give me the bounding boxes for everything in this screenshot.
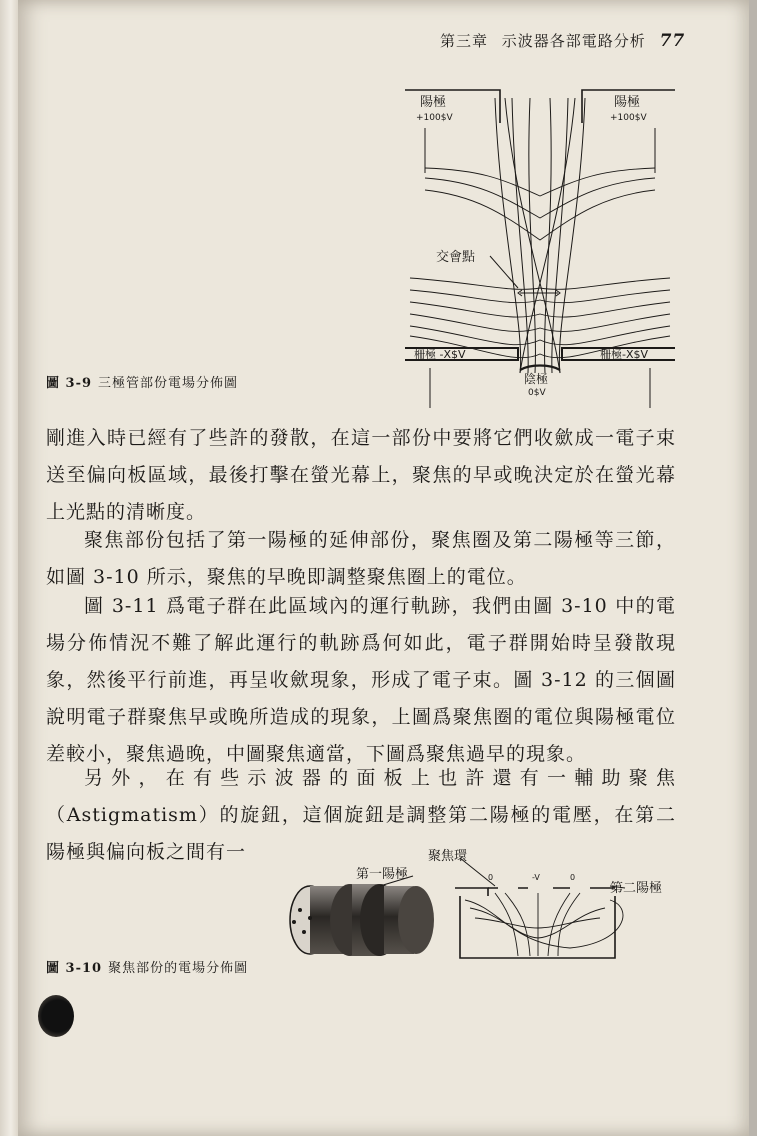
book-gutter	[0, 0, 18, 1136]
anode-right-voltage: +100$V	[610, 113, 647, 123]
figure-3-10-diagram	[270, 848, 700, 968]
figure-3-10-caption-text: 聚焦部份的電場分佈圖	[108, 961, 249, 976]
anode-right-label: 陽極	[614, 95, 641, 110]
figure-3-10-number: 圖 3-10	[46, 961, 103, 976]
paragraph-1: 剛進入時已經有了些許的發散，在這一部份中要將它們收歛成一電子束送至偏向板區域，最後打擊在螢光幕上，聚焦的早或晚決定於在螢光幕上光點的清晰度。	[46, 427, 676, 523]
figure-3-10-caption	[46, 957, 248, 976]
second-anode-label: 第二陽極	[610, 881, 663, 896]
paragraph-2: 聚焦部份包括了第一陽極的延伸部份，聚焦圈及第二陽極等三節，如圖 3-10 所示，聚焦的早晚即調整聚焦圈上的電位。	[46, 529, 676, 588]
cathode-voltage: 0$V	[528, 388, 546, 398]
cathode-label: 陰極	[524, 372, 549, 386]
punch-hole	[38, 995, 74, 1037]
focus-ring-label: 聚焦環	[428, 849, 468, 864]
anode-left-label: 陽極	[420, 95, 447, 110]
grid-left-label: 柵極 -X$V	[414, 348, 466, 361]
voltage-left-label: 0	[488, 873, 494, 882]
chapter-label: 第三章	[440, 32, 489, 50]
crossover-label: 交會點	[436, 250, 476, 265]
running-header	[440, 30, 685, 51]
paragraph-3: 圖 3-11 爲電子群在此區域內的運行軌跡，我們由圖 3-10 中的電場分佈情況不難了解此運行的軌跡爲何如此，電子群開始時呈發散現象，然後平行前進，再呈收歛現象，形成了電子束。圖 3-12 的三個圖說明電子群聚焦早或晚所造成的現象，上圖爲聚焦圈的電位與陽極電位差較小，聚焦過晚，中圖聚焦適當，下圖爲聚焦過早的現象。	[46, 595, 676, 765]
paragraph-4: 另外，在有些示波器的面板上也許還有一輔助聚焦（Astigmatism）的旋鈕，這個旋鈕是調整第二陽極的電壓，在第二陽極與偏向板之間有一	[46, 767, 676, 863]
voltage-right-label: 0	[570, 873, 576, 882]
first-anode-label: 第一陽極	[356, 867, 409, 882]
anode-left-voltage: +100$V	[416, 113, 453, 123]
chapter-title: 示波器各部電路分析	[501, 32, 646, 50]
figure-3-9-diagram	[400, 78, 690, 408]
voltage-mid-label: -V	[532, 873, 540, 882]
figure-3-9-caption	[46, 372, 238, 391]
figure-3-9-caption-text: 三極管部份電場分佈圖	[98, 376, 239, 391]
page-number: 77	[659, 31, 686, 51]
grid-right-label: 柵極-X$V	[600, 348, 649, 361]
figure-3-9-number: 圖 3-9	[46, 376, 93, 391]
